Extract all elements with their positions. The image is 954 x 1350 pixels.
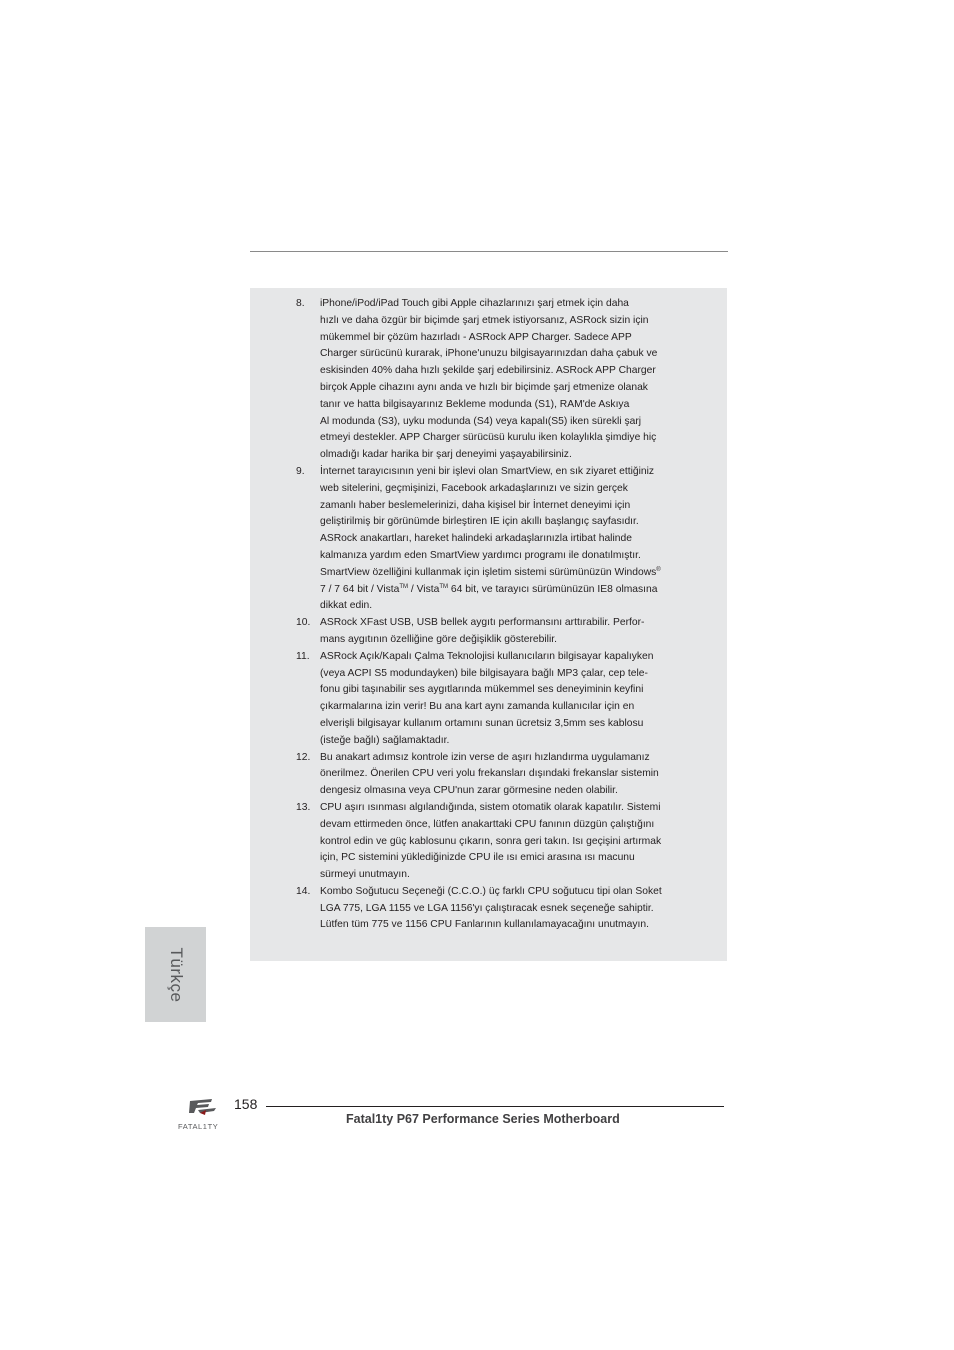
item-text: / Vista [408,583,440,595]
page-number: 158 [234,1096,258,1112]
item-line: etmeyi destekler. APP Charger sürücüsü kurulu iken kolaylıkla şimdiye hiç [320,432,657,444]
item-text: SmartView özelliğini kullanmak için işletim sistemi sürümünüzün Windows [320,566,657,578]
fatal1ty-logo-icon [176,1097,230,1133]
item-number: 9. [296,465,305,477]
item-line: kalmanıza yardım eden SmartView yardımcı programı ile donatılmıştır. [320,549,641,561]
item-number: 10. [296,617,311,629]
top-divider [250,251,728,252]
item-line [320,565,699,582]
list-item [250,296,727,464]
list-item [250,750,727,800]
item-line: mükemmel bir çözüm hazırladı - ASRock APP Charger. Sadece APP [320,331,632,343]
item-line: Charger sürücünü kurarak, iPhone'unuzu bilgisayarınızdan daha çabuk ve [320,348,658,360]
item-line: kontrol edin ve güç kablosunu çıkarın, sonra geri takın. Isı geçişini artırmak [320,835,662,847]
trademark-mark: TM [439,583,449,590]
item-line: iPhone/iPod/iPad Touch gibi Apple cihazlarınızı şarj etmek için daha [320,298,629,309]
item-line: İnternet tarayıcısının yeni bir işlevi olan SmartView, en sık ziyaret ettiğiniz [320,465,655,477]
item-line: Bu anakart adımsız kontrole izin verse de aşırı hızlandırma uygulamanız [320,751,650,763]
item-line: çıkarmalarına izin verir! Bu ana kart aynı zamanda kullanıcılar için en [320,701,635,713]
item-line: fonu gibi taşınabilir ses aygıtlarında mükemmel ses deneyiminin keyfini [320,684,644,696]
item-line: (veya ACPI S5 modundayken) bile bilgisayara bağlı MP3 çalar, cep tele- [320,667,648,679]
item-text: 64 bit, ve tarayıcı sürümünüzün IE8 olmasına [448,583,658,595]
item-line: için, PC sistemini yüklediğinizde CPU ile ısı emici arasına ısı macunu [320,852,635,864]
language-tab [145,927,206,1022]
list-item [250,615,727,649]
item-number: 12. [296,751,311,763]
list-item [250,464,727,615]
item-line: hızlı ve daha özgür bir biçimde şarj etmek istiyorsanız, ASRock sizin için [320,314,649,326]
item-number: 13. [296,801,311,813]
item-line: önerilmez. Önerilen CPU veri yolu frekansları dışındaki frekanslar sistemin [320,768,659,780]
item-number: 14. [296,885,311,897]
content-panel [250,288,727,961]
feature-list [250,296,727,934]
item-line: sürmeyi unutmayın. [320,869,410,881]
item-line: Lütfen tüm 775 ve 1156 CPU Fanlarının kullanılamayacağını unutmayın. [320,919,649,931]
item-line: web sitelerini, geçmişinizi, Facebook arkadaşlarınızı ve sizin gerçek [320,482,628,494]
item-line: Kombo Soğutucu Seçeneği (C.C.O.) üç farklı CPU soğutucu tipi olan Soket [320,885,662,897]
item-line: (isteğe bağlı) sağlamaktadır. [320,734,450,746]
footer-title: Fatal1ty P67 Performance Series Motherboard [346,1112,620,1126]
item-line: ASRock Açık/Kapalı Çalma Teknolojisi kullanıcıların bilgisayar kapalıyken [320,650,654,662]
list-item [250,649,727,750]
item-line: zamanlı haber beslemelerinizi, daha kişisel bir İnternet deneyimi için [320,499,631,511]
logo-wordmark: FATAL1TY [178,1122,219,1131]
item-number: 8. [296,298,305,309]
item-text: 7 / 7 64 bit / Vista [320,583,400,595]
item-line: CPU aşırı ısınması algılandığında, sistem otomatik olarak kapatılır. Sistemi [320,801,661,813]
footer-divider [266,1106,724,1107]
item-number: 11. [296,650,310,662]
item-line: dengesiz olmasına veya CPU'nun zarar görmesine neden olabilir. [320,785,618,797]
item-line: elverişli bilgisayar kullanım ortamını sunan ücretsiz 3,5mm ses kablosu [320,717,644,729]
trademark-mark: TM [399,583,409,590]
list-item [250,884,727,934]
item-line: LGA 775, LGA 1155 ve LGA 1156'yı çalıştıracak esnek seçeneğe sahiptir. [320,902,654,914]
list-item [250,800,727,884]
item-line: geliştirilmiş bir görünümde birleştiren IE için akıllı başlangıç sayfasıdır. [320,516,639,528]
item-line: tanır ve hatta bilgisayarınız Bekleme modunda (S1), RAM'de Askıya [320,398,630,410]
item-line: mans aygıtının özelliğine göre değişiklik gösterebilir. [320,633,557,645]
item-line: Al modunda (S3), uyku modunda (S4) veya kapalı(S5) iken sürekli şarj [320,415,642,427]
item-line: eskisinden 40% daha hızlı şekilde şarj edebilirsiniz. ASRock APP Charger [320,365,656,377]
item-line [320,582,699,599]
language-label: Türkçe [166,947,186,1002]
item-line: dikkat edin. [320,600,373,612]
item-line: ASRock anakartları, hareket halindeki arkadaşlarınızla irtibat halinde [320,533,632,545]
item-line: olmadığı kadar harika bir şarj deneyimi yaşayabilirsiniz. [320,449,572,461]
item-line: ASRock XFast USB, USB bellek aygıtı performansını arttırabilir. Perfor- [320,617,645,629]
item-line: birçok Apple cihazını aynı anda ve hızlı bir biçimde şarj etmenize olanak [320,381,648,393]
item-line: devam ettirmeden önce, lütfen anakarttaki CPU fanının düzgün çalıştığını [320,818,655,830]
registered-mark: ® [656,566,661,573]
